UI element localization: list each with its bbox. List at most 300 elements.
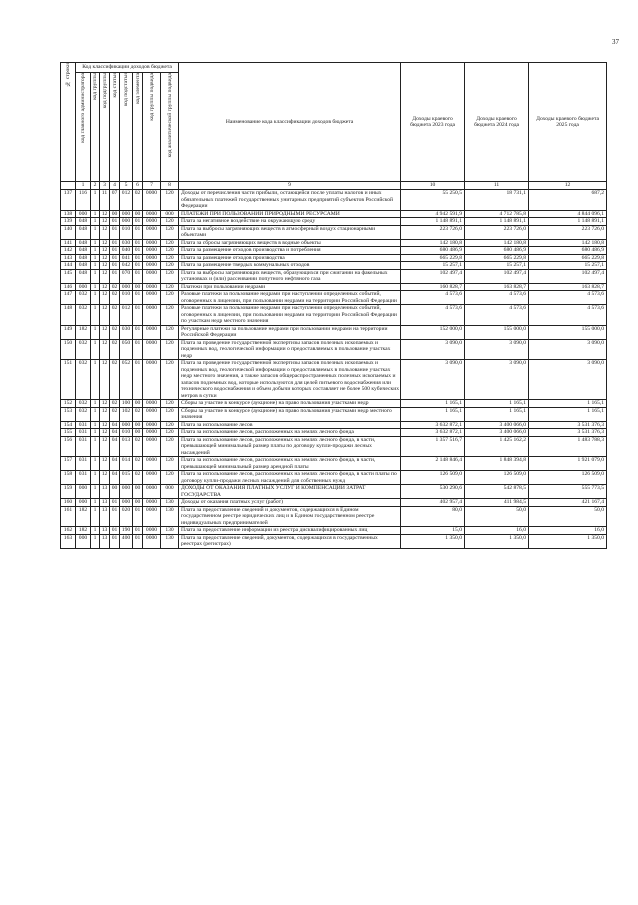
article-code: 01 xyxy=(110,527,120,535)
element-code: 00 xyxy=(133,429,143,437)
subtype-code: 0000 xyxy=(143,360,161,400)
revenue-2025: 4 844 096,1 xyxy=(529,210,607,218)
admin-code: 031 xyxy=(76,457,91,471)
element-code: 02 xyxy=(133,471,143,485)
table-row xyxy=(61,325,607,339)
revenue-2025: 16,0 xyxy=(529,527,607,535)
subgroup-code: 13 xyxy=(100,534,110,548)
subarticle-code: 190 xyxy=(120,527,133,535)
line-number: 151 xyxy=(61,360,76,400)
revenue-2023: 3 632 872,1 xyxy=(401,429,465,437)
revenue-name: Плата за использование лесов, расположенных на землях лесного фонда xyxy=(179,429,401,437)
article-code: 01 xyxy=(110,225,120,239)
subtype-code: 0000 xyxy=(143,485,161,499)
revenue-2024: 665 229,8 xyxy=(465,254,529,262)
subarticle-code: 015 xyxy=(120,471,133,485)
column-number: 3 xyxy=(100,182,110,190)
analytic-code: 120 xyxy=(161,218,179,226)
analytic-code: 120 xyxy=(161,225,179,239)
table-row xyxy=(61,339,607,360)
group-code: 1 xyxy=(91,262,100,270)
subgroup-code: 12 xyxy=(100,339,110,360)
line-number: 139 xyxy=(61,218,76,226)
subgroup-code: 12 xyxy=(100,254,110,262)
revenue-2023: 402 957,4 xyxy=(401,499,465,507)
article-code: 01 xyxy=(110,269,120,283)
revenue-2024: 1 148 891,1 xyxy=(465,218,529,226)
revenue-2023: 530 290,6 xyxy=(401,485,465,499)
revenue-name: Плата за размещение отходов производства xyxy=(179,254,401,262)
group-code: 1 xyxy=(91,360,100,400)
revenue-2024: 1 350,0 xyxy=(465,534,529,548)
subarticle-code: 100 xyxy=(120,400,133,408)
revenue-2023: 160 828,7 xyxy=(401,283,465,291)
subarticle-code: 013 xyxy=(120,436,133,457)
revenue-2023: 80,0 xyxy=(401,506,465,527)
admin-code: 048 xyxy=(76,254,91,262)
subarticle-code: 052 xyxy=(120,360,133,400)
column-number: 7 xyxy=(143,182,161,190)
revenue-2025: 4 573,6 xyxy=(529,291,607,305)
table-row xyxy=(61,239,607,247)
revenue-2023: 15,0 xyxy=(401,527,465,535)
group-code: 1 xyxy=(91,457,100,471)
revenue-name: Плата за проведение государственной экспертизы запасов полезных ископаемых и подземных вод, геологической информации о предоставляемых в пользование участках недр местного значения, а также запасов общераспространенных полезных ископаемых и запасов подземных вод, которые используются для целей питьевого водоснабжения или технического водоснабжения и объем добычи которых составляет не более 500 кубических метров в сутки xyxy=(179,360,401,400)
subtype-code: 0000 xyxy=(143,305,161,326)
element-code: 01 xyxy=(133,291,143,305)
group-code: 1 xyxy=(91,499,100,507)
subtype-code: 0000 xyxy=(143,534,161,548)
revenue-name: Плата за предоставление сведений, документов, содержащихся в государственных реестрах (регистрах) xyxy=(179,534,401,548)
group-code: 1 xyxy=(91,218,100,226)
line-number: 159 xyxy=(61,485,76,499)
table-row xyxy=(61,190,607,211)
subtype-code: 0000 xyxy=(143,407,161,421)
group-code: 1 xyxy=(91,247,100,255)
analytic-code: 120 xyxy=(161,291,179,305)
revenue-2025: 15 257,1 xyxy=(529,262,607,270)
article-code: 02 xyxy=(110,305,120,326)
revenue-2025: 163 828,7 xyxy=(529,283,607,291)
analytic-code: 000 xyxy=(161,210,179,218)
column-number: 11 xyxy=(465,182,529,190)
analytic-code: 120 xyxy=(161,262,179,270)
revenue-name: Плата за использование лесов, расположенных на землях лесного фонда, в части, превышающей минимальный размер платы по договору купли-продажи лесных насаждений xyxy=(179,436,401,457)
article-code: 04 xyxy=(110,421,120,429)
analytic-code: 120 xyxy=(161,239,179,247)
analytic-code: 120 xyxy=(161,190,179,211)
analytic-code: 130 xyxy=(161,527,179,535)
revenue-name: Плата за использование лесов xyxy=(179,421,401,429)
revenue-name: Разовые платежи за пользование недрами при наступлении определенных событий, оговоренных в лицензии, при пользовании недрами на территории Российской Федерации по участкам недр местного значения xyxy=(179,305,401,326)
subgroup-code: 12 xyxy=(100,283,110,291)
group-code: 1 xyxy=(91,291,100,305)
subgroup-code: 12 xyxy=(100,218,110,226)
subtype-code: 0000 xyxy=(143,436,161,457)
article-code: 04 xyxy=(110,457,120,471)
line-number: 160 xyxy=(61,499,76,507)
article-code: 02 xyxy=(110,283,120,291)
subarticle-code: 020 xyxy=(120,506,133,527)
revenue-2025: 680 486,9 xyxy=(529,247,607,255)
subtype-code: 0000 xyxy=(143,421,161,429)
article-code: 01 xyxy=(110,506,120,527)
subarticle-code: 010 xyxy=(120,429,133,437)
table-row xyxy=(61,262,607,270)
revenue-2023: 142 180,8 xyxy=(401,239,465,247)
subgroup-code: 13 xyxy=(100,527,110,535)
column-number: 10 xyxy=(401,182,465,190)
revenue-2024: 1 848 394,8 xyxy=(465,457,529,471)
element-code: 02 xyxy=(133,407,143,421)
revenue-2023: 2 148 846,4 xyxy=(401,457,465,471)
revenue-2025: 102 497,4 xyxy=(529,269,607,283)
header-article-code: код статьи xyxy=(110,73,120,182)
article-code: 02 xyxy=(110,339,120,360)
group-code: 1 xyxy=(91,190,100,211)
element-code: 01 xyxy=(133,305,143,326)
revenue-2023: 4 573,6 xyxy=(401,305,465,326)
group-code: 1 xyxy=(91,429,100,437)
table-row xyxy=(61,291,607,305)
revenue-2025: 3 090,0 xyxy=(529,339,607,360)
element-code: 00 xyxy=(133,210,143,218)
table-row xyxy=(61,436,607,457)
subtype-code: 0000 xyxy=(143,291,161,305)
revenue-2025: 223 726,0 xyxy=(529,225,607,239)
admin-code: 048 xyxy=(76,225,91,239)
article-code: 04 xyxy=(110,471,120,485)
revenue-2024: 126 509,0 xyxy=(465,471,529,485)
revenue-2025: 3 531 376,3 xyxy=(529,421,607,429)
revenue-2025: 142 180,8 xyxy=(529,239,607,247)
subgroup-code: 12 xyxy=(100,407,110,421)
article-code: 01 xyxy=(110,218,120,226)
article-code: 04 xyxy=(110,429,120,437)
group-code: 1 xyxy=(91,506,100,527)
header-subgroup-code: код подгруппы xyxy=(100,73,110,182)
analytic-code: 120 xyxy=(161,254,179,262)
revenue-2024: 1 165,1 xyxy=(465,400,529,408)
subarticle-code: 070 xyxy=(120,269,133,283)
subgroup-code: 13 xyxy=(100,499,110,507)
group-code: 1 xyxy=(91,254,100,262)
subtype-code: 0000 xyxy=(143,210,161,218)
header-2025: Доходы краевого бюджета 2025 года xyxy=(529,63,607,182)
revenue-2023: 55 250,5 xyxy=(401,190,465,211)
revenue-name: Сборы за участие в конкурсе (аукционе) на право пользования участками недр местного значения xyxy=(179,407,401,421)
revenue-2024: 3 400 066,0 xyxy=(465,429,529,437)
revenue-2024: 4 573,6 xyxy=(465,305,529,326)
column-number: 6 xyxy=(133,182,143,190)
subarticle-code: 000 xyxy=(120,499,133,507)
table-row xyxy=(61,534,607,548)
subtype-code: 0000 xyxy=(143,247,161,255)
line-number: 152 xyxy=(61,400,76,408)
revenue-name: Доходы от оказания платных услуг (работ) xyxy=(179,499,401,507)
subgroup-code: 12 xyxy=(100,210,110,218)
subtype-code: 0000 xyxy=(143,325,161,339)
header-analytic-code: код аналитической группы подвида xyxy=(161,73,179,182)
revenue-2024: 50,0 xyxy=(465,506,529,527)
revenue-2023: 15 257,1 xyxy=(401,262,465,270)
admin-code: 032 xyxy=(76,291,91,305)
revenue-name: Плата за сбросы загрязняющих веществ в водные объекты xyxy=(179,239,401,247)
subtype-code: 0000 xyxy=(143,429,161,437)
admin-code: 048 xyxy=(76,247,91,255)
subtype-code: 0000 xyxy=(143,506,161,527)
subtype-code: 0000 xyxy=(143,254,161,262)
admin-code: 000 xyxy=(76,283,91,291)
group-code: 1 xyxy=(91,239,100,247)
line-number: 153 xyxy=(61,407,76,421)
table-row xyxy=(61,225,607,239)
table-row xyxy=(61,407,607,421)
article-code: 01 xyxy=(110,499,120,507)
analytic-code: 120 xyxy=(161,325,179,339)
revenue-2023: 3 632 872,1 xyxy=(401,421,465,429)
revenue-2024: 4 573,6 xyxy=(465,291,529,305)
admin-code: 048 xyxy=(76,269,91,283)
subarticle-code: 000 xyxy=(120,283,133,291)
article-code: 02 xyxy=(110,400,120,408)
table-row xyxy=(61,210,607,218)
admin-code: 031 xyxy=(76,471,91,485)
table-row xyxy=(61,247,607,255)
article-code: 04 xyxy=(110,436,120,457)
admin-code: 032 xyxy=(76,407,91,421)
revenue-2025: 1 350,0 xyxy=(529,534,607,548)
article-code: 02 xyxy=(110,407,120,421)
line-number: 138 xyxy=(61,210,76,218)
analytic-code: 130 xyxy=(161,499,179,507)
group-code: 1 xyxy=(91,421,100,429)
table-row xyxy=(61,471,607,485)
subgroup-code: 12 xyxy=(100,291,110,305)
admin-code: 182 xyxy=(76,506,91,527)
subtype-code: 0000 xyxy=(143,239,161,247)
line-number: 141 xyxy=(61,239,76,247)
subtype-code: 0000 xyxy=(143,339,161,360)
table-row xyxy=(61,283,607,291)
revenue-2024: 4 712 785,8 xyxy=(465,210,529,218)
revenue-2024: 3 090,0 xyxy=(465,339,529,360)
admin-code: 032 xyxy=(76,305,91,326)
revenue-2024: 1 165,1 xyxy=(465,407,529,421)
subtype-code: 0000 xyxy=(143,527,161,535)
subarticle-code: 400 xyxy=(120,534,133,548)
revenue-name: Регулярные платежи за пользование недрами при пользовании недрами на территории Российской Федерации xyxy=(179,325,401,339)
article-code: 02 xyxy=(110,291,120,305)
subgroup-code: 13 xyxy=(100,506,110,527)
table-row xyxy=(61,527,607,535)
group-code: 1 xyxy=(91,534,100,548)
header-line-number: № строки xyxy=(61,63,76,182)
admin-code: 032 xyxy=(76,360,91,400)
article-code: 01 xyxy=(110,254,120,262)
budget-revenue-table xyxy=(60,62,607,549)
revenue-name: Плата за предоставление информации из реестра дисквалифицированных лиц xyxy=(179,527,401,535)
revenue-2023: 4 942 591,9 xyxy=(401,210,465,218)
line-number: 146 xyxy=(61,283,76,291)
table-row xyxy=(61,400,607,408)
element-code: 01 xyxy=(133,225,143,239)
header-group-code: код группы xyxy=(91,73,100,182)
group-code: 1 xyxy=(91,436,100,457)
revenue-2025: 1 165,1 xyxy=(529,407,607,421)
subarticle-code: 030 xyxy=(120,239,133,247)
revenue-name: Плата за предоставление сведений и документов, содержащихся в Едином государственном реестре юридических лиц и в Едином государственном реестре индивидуальных предпринимателей xyxy=(179,506,401,527)
element-code: 00 xyxy=(133,421,143,429)
subarticle-code: 012 xyxy=(120,305,133,326)
revenue-name: Плата за проведение государственной экспертизы запасов полезных ископаемых и подземных вод, геологической информации о предоставляемых в пользование участках недр xyxy=(179,339,401,360)
revenue-2025: 1 921 079,0 xyxy=(529,457,607,471)
admin-code: 000 xyxy=(76,499,91,507)
element-code: 02 xyxy=(133,190,143,211)
group-code: 1 xyxy=(91,283,100,291)
subgroup-code: 12 xyxy=(100,421,110,429)
header-2024: Доходы краевого бюджета 2024 года xyxy=(465,63,529,182)
element-code: 01 xyxy=(133,339,143,360)
revenue-2024: 542 878,5 xyxy=(465,485,529,499)
revenue-2024: 155 000,0 xyxy=(465,325,529,339)
subgroup-code: 12 xyxy=(100,360,110,400)
line-number: 158 xyxy=(61,471,76,485)
revenue-2025: 1 483 788,3 xyxy=(529,436,607,457)
revenue-name: Доходы от перечисления части прибыли, остающейся после уплаты налогов и иных обязательных платежей государственных унитарных предприятий субъектов Российской Федерации xyxy=(179,190,401,211)
group-code: 1 xyxy=(91,407,100,421)
revenue-2024: 3 090,0 xyxy=(465,360,529,400)
page-number: 37 xyxy=(612,38,619,46)
revenue-2025: 126 509,0 xyxy=(529,471,607,485)
analytic-code: 120 xyxy=(161,407,179,421)
element-code: 01 xyxy=(133,218,143,226)
revenue-2023: 1 165,1 xyxy=(401,400,465,408)
subarticle-code: 012 xyxy=(120,190,133,211)
revenue-2023: 126 509,0 xyxy=(401,471,465,485)
element-code: 01 xyxy=(133,527,143,535)
subarticle-code: 000 xyxy=(120,485,133,499)
line-number: 147 xyxy=(61,291,76,305)
subtype-code: 0000 xyxy=(143,269,161,283)
group-code: 1 xyxy=(91,269,100,283)
revenue-2025: 1 148 891,1 xyxy=(529,218,607,226)
line-number: 140 xyxy=(61,225,76,239)
line-number: 137 xyxy=(61,190,76,211)
revenue-2023: 102 497,4 xyxy=(401,269,465,283)
revenue-2023: 223 726,0 xyxy=(401,225,465,239)
group-code: 1 xyxy=(91,339,100,360)
line-number: 154 xyxy=(61,421,76,429)
admin-code: 000 xyxy=(76,485,91,499)
line-number: 163 xyxy=(61,534,76,548)
revenue-2024: 163 828,7 xyxy=(465,283,529,291)
table-row xyxy=(61,457,607,471)
column-number: 5 xyxy=(120,182,133,190)
subarticle-code: 040 xyxy=(120,247,133,255)
revenue-2025: 1 165,1 xyxy=(529,400,607,408)
revenue-name: Платежи при пользовании недрами xyxy=(179,283,401,291)
article-code: 02 xyxy=(110,360,120,400)
group-code: 1 xyxy=(91,400,100,408)
line-number: 148 xyxy=(61,305,76,326)
analytic-code: 120 xyxy=(161,471,179,485)
analytic-code: 120 xyxy=(161,457,179,471)
analytic-code: 120 xyxy=(161,305,179,326)
header-subtype-code: код группы подвида xyxy=(143,73,161,182)
admin-code: 116 xyxy=(76,190,91,211)
element-code: 01 xyxy=(133,360,143,400)
subgroup-code: 12 xyxy=(100,457,110,471)
table-row xyxy=(61,421,607,429)
line-number: 145 xyxy=(61,269,76,283)
revenue-2024: 18 731,1 xyxy=(465,190,529,211)
element-code: 00 xyxy=(133,485,143,499)
column-number: 4 xyxy=(110,182,120,190)
revenue-2024: 16,0 xyxy=(465,527,529,535)
header-2023: Доходы краевого бюджета 2023 года xyxy=(401,63,465,182)
group-code: 1 xyxy=(91,527,100,535)
revenue-2025: 50,0 xyxy=(529,506,607,527)
subarticle-code: 010 xyxy=(120,291,133,305)
analytic-code: 120 xyxy=(161,283,179,291)
revenue-2024: 1 425 162,2 xyxy=(465,436,529,457)
line-number: 144 xyxy=(61,262,76,270)
table-row xyxy=(61,269,607,283)
column-number: 8 xyxy=(161,182,179,190)
subgroup-code: 12 xyxy=(100,471,110,485)
admin-code: 032 xyxy=(76,400,91,408)
group-code: 1 xyxy=(91,325,100,339)
revenue-2025: 4 573,6 xyxy=(529,305,607,326)
analytic-code: 130 xyxy=(161,506,179,527)
revenue-2025: 3 090,0 xyxy=(529,360,607,400)
header-code-group: Код классификации доходов бюджета xyxy=(76,63,179,73)
analytic-code: 120 xyxy=(161,247,179,255)
subtype-code: 0000 xyxy=(143,190,161,211)
subtype-code: 0000 xyxy=(143,225,161,239)
revenue-2025: 3 531 376,3 xyxy=(529,429,607,437)
revenue-2025: 555 773,5 xyxy=(529,485,607,499)
line-number: 142 xyxy=(61,247,76,255)
group-code: 1 xyxy=(91,305,100,326)
table-row xyxy=(61,360,607,400)
revenue-2023: 1 148 891,1 xyxy=(401,218,465,226)
admin-code: 000 xyxy=(76,534,91,548)
line-number: 157 xyxy=(61,457,76,471)
revenue-name: Сборы за участие в конкурсе (аукционе) на право пользования участками недр xyxy=(179,400,401,408)
subarticle-code: 000 xyxy=(120,218,133,226)
group-code: 1 xyxy=(91,225,100,239)
analytic-code: 120 xyxy=(161,339,179,360)
line-number: 143 xyxy=(61,254,76,262)
analytic-code: 120 xyxy=(161,360,179,400)
table-row xyxy=(61,254,607,262)
subgroup-code: 12 xyxy=(100,262,110,270)
subtype-code: 0000 xyxy=(143,218,161,226)
revenue-2023: 152 000,0 xyxy=(401,325,465,339)
group-code: 1 xyxy=(91,210,100,218)
table-row xyxy=(61,429,607,437)
group-code: 1 xyxy=(91,471,100,485)
subtype-code: 0000 xyxy=(143,457,161,471)
line-number: 161 xyxy=(61,506,76,527)
subtype-code: 0000 xyxy=(143,499,161,507)
element-code: 01 xyxy=(133,325,143,339)
element-code: 01 xyxy=(133,262,143,270)
subarticle-code: 042 xyxy=(120,262,133,270)
revenue-2024: 223 726,0 xyxy=(465,225,529,239)
